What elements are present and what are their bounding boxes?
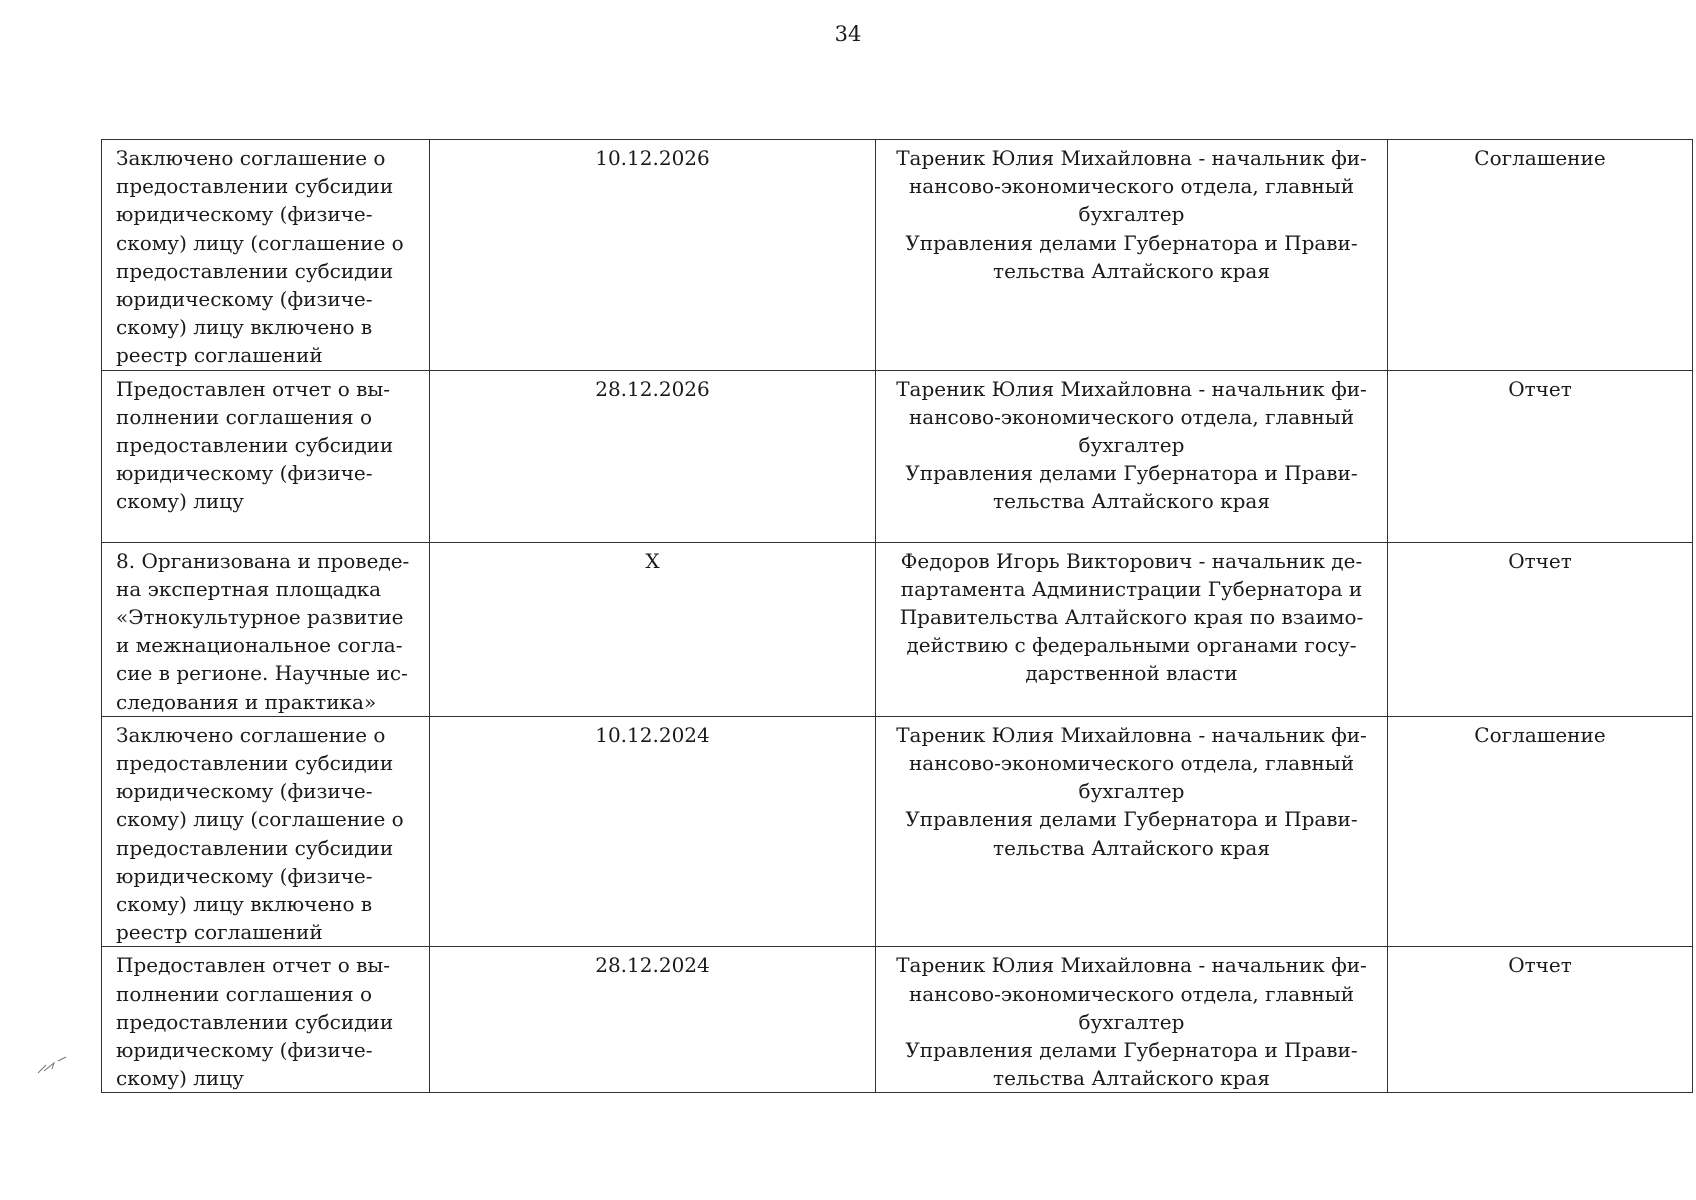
date-cell: 10.12.2026: [430, 140, 876, 371]
table-row: [102, 542, 1693, 716]
table-row: [102, 716, 1693, 947]
table-row: [102, 370, 1693, 542]
document-cell: Отчет: [1388, 370, 1693, 542]
event-cell: Заключено соглашение о предоставлении субсидии юридическому (физиче- скому) лицу (соглашение о предоставлении субсидии юридическому (физиче- скому) лицу включено в реестр соглашений: [102, 140, 430, 371]
document-cell: Соглашение: [1388, 716, 1693, 947]
margin-mark: [36, 1055, 72, 1077]
table-row: [102, 140, 1693, 371]
responsible-cell: Тареник Юлия Михайловна - начальник фи- нансово-экономического отдела, главный бухгалтер Управления делами Губернатора и Прави- тельства Алтайского края: [876, 140, 1388, 371]
date-cell: 28.12.2026: [430, 370, 876, 542]
document-cell: Отчет: [1388, 542, 1693, 716]
date-cell: 10.12.2024: [430, 716, 876, 947]
responsible-cell: Тареник Юлия Михайловна - начальник фи- нансово-экономического отдела, главный бухгалтер Управления делами Губернатора и Прави- тельства Алтайского края: [876, 370, 1388, 542]
page-number: 34: [834, 22, 862, 46]
responsible-cell: Тареник Юлия Михайловна - начальник фи- нансово-экономического отдела, главный бухгалтер Управления делами Губернатора и Прави- тельства Алтайского края: [876, 716, 1388, 947]
table-row: [102, 947, 1693, 1093]
date-cell: 28.12.2024: [430, 947, 876, 1093]
document-cell: Соглашение: [1388, 140, 1693, 371]
date-cell: X: [430, 542, 876, 716]
responsible-cell: Тареник Юлия Михайловна - начальник фи- нансово-экономического отдела, главный бухгалтер Управления делами Губернатора и Прави- тельства Алтайского края: [876, 947, 1388, 1093]
event-cell: Предоставлен отчет о вы- полнении соглашения о предоставлении субсидии юридическому (физиче- скому) лицу: [102, 947, 430, 1093]
event-cell: Заключено соглашение о предоставлении субсидии юридическому (физиче- скому) лицу (соглашение о предоставлении субсидии юридическому (физиче- скому) лицу включено в реестр соглашений: [102, 716, 430, 947]
event-cell: 8. Организована и проведе- на экспертная площадка «Этнокультурное развитие и межнациональное согла- сие в регионе. Научные ис- следования и практика»: [102, 542, 430, 716]
schedule-table: [101, 139, 1693, 1093]
document-cell: Отчет: [1388, 947, 1693, 1093]
responsible-cell: Федоров Игорь Викторович - начальник де- партамента Администрации Губернатора и Правительства Алтайского края по взаимо- действию с федеральными органами госу- дарственной власти: [876, 542, 1388, 716]
event-cell: Предоставлен отчет о вы- полнении соглашения о предоставлении субсидии юридическому (физиче- скому) лицу: [102, 370, 430, 542]
